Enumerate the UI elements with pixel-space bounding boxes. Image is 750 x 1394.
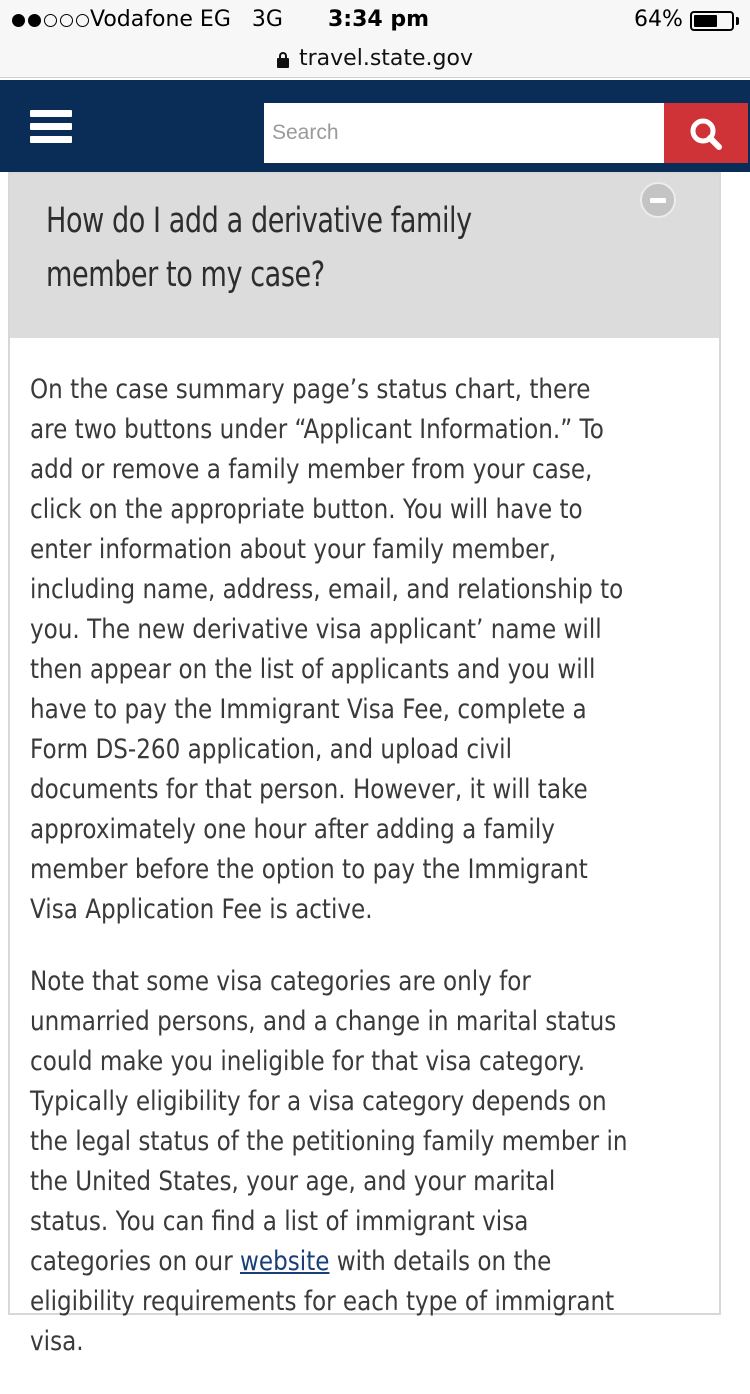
status-bar <box>0 0 750 40</box>
url-text: travel.state.gov <box>299 46 473 71</box>
search-input[interactable] <box>264 103 665 163</box>
lock-icon <box>277 52 289 68</box>
carrier-label: Vodafone EG 3G <box>90 7 283 32</box>
clock: 3:34 pm <box>328 7 430 32</box>
menu-icon[interactable] <box>30 110 72 144</box>
collapse-icon[interactable] <box>640 182 676 218</box>
website-link[interactable]: website <box>240 1246 330 1277</box>
faq-answer <box>30 370 629 1394</box>
answer-paragraph: Note that some visa categories are only for unmarried persons, and a change in marital status could make you ineligible for that visa category. Typically eligibility for a visa category depends on the legal status of the petitioning family member in the United States, your age, and your marital status. You can find a list of immigrant visa categories on our website with details on the eligibility requirements for each type of immigrant visa. <box>30 966 628 1357</box>
address-bar[interactable] <box>0 40 750 78</box>
network-type: 3G <box>251 7 283 32</box>
faq-accordion-item <box>8 172 721 1357</box>
battery-tip <box>736 17 739 25</box>
answer-paragraph: On the case summary page’s status chart, there are two buttons under “Applicant Information.” To add or remove a family member from your case, click on the appropriate button. You will have to enter information about your family member, including name, address, email, and relationship to you. The new derivative visa applicant’ name will then appear on the list of applicants and you will have to pay the Immigrant Visa Fee, complete a Form DS-260 application, and upload civil documents for that person. However, it will take approximately one hour after adding a family member before the option to pay the Immigrant Visa Application Fee is active. <box>30 374 624 925</box>
search-icon <box>687 117 725 151</box>
battery-percent: 64% <box>634 7 683 32</box>
signal-strength-icon <box>12 14 89 27</box>
search-button[interactable] <box>664 103 748 163</box>
faq-question: How do I add a derivative family member to my case? <box>46 201 472 295</box>
battery-icon <box>690 11 734 31</box>
faq-question-header[interactable] <box>10 174 719 338</box>
